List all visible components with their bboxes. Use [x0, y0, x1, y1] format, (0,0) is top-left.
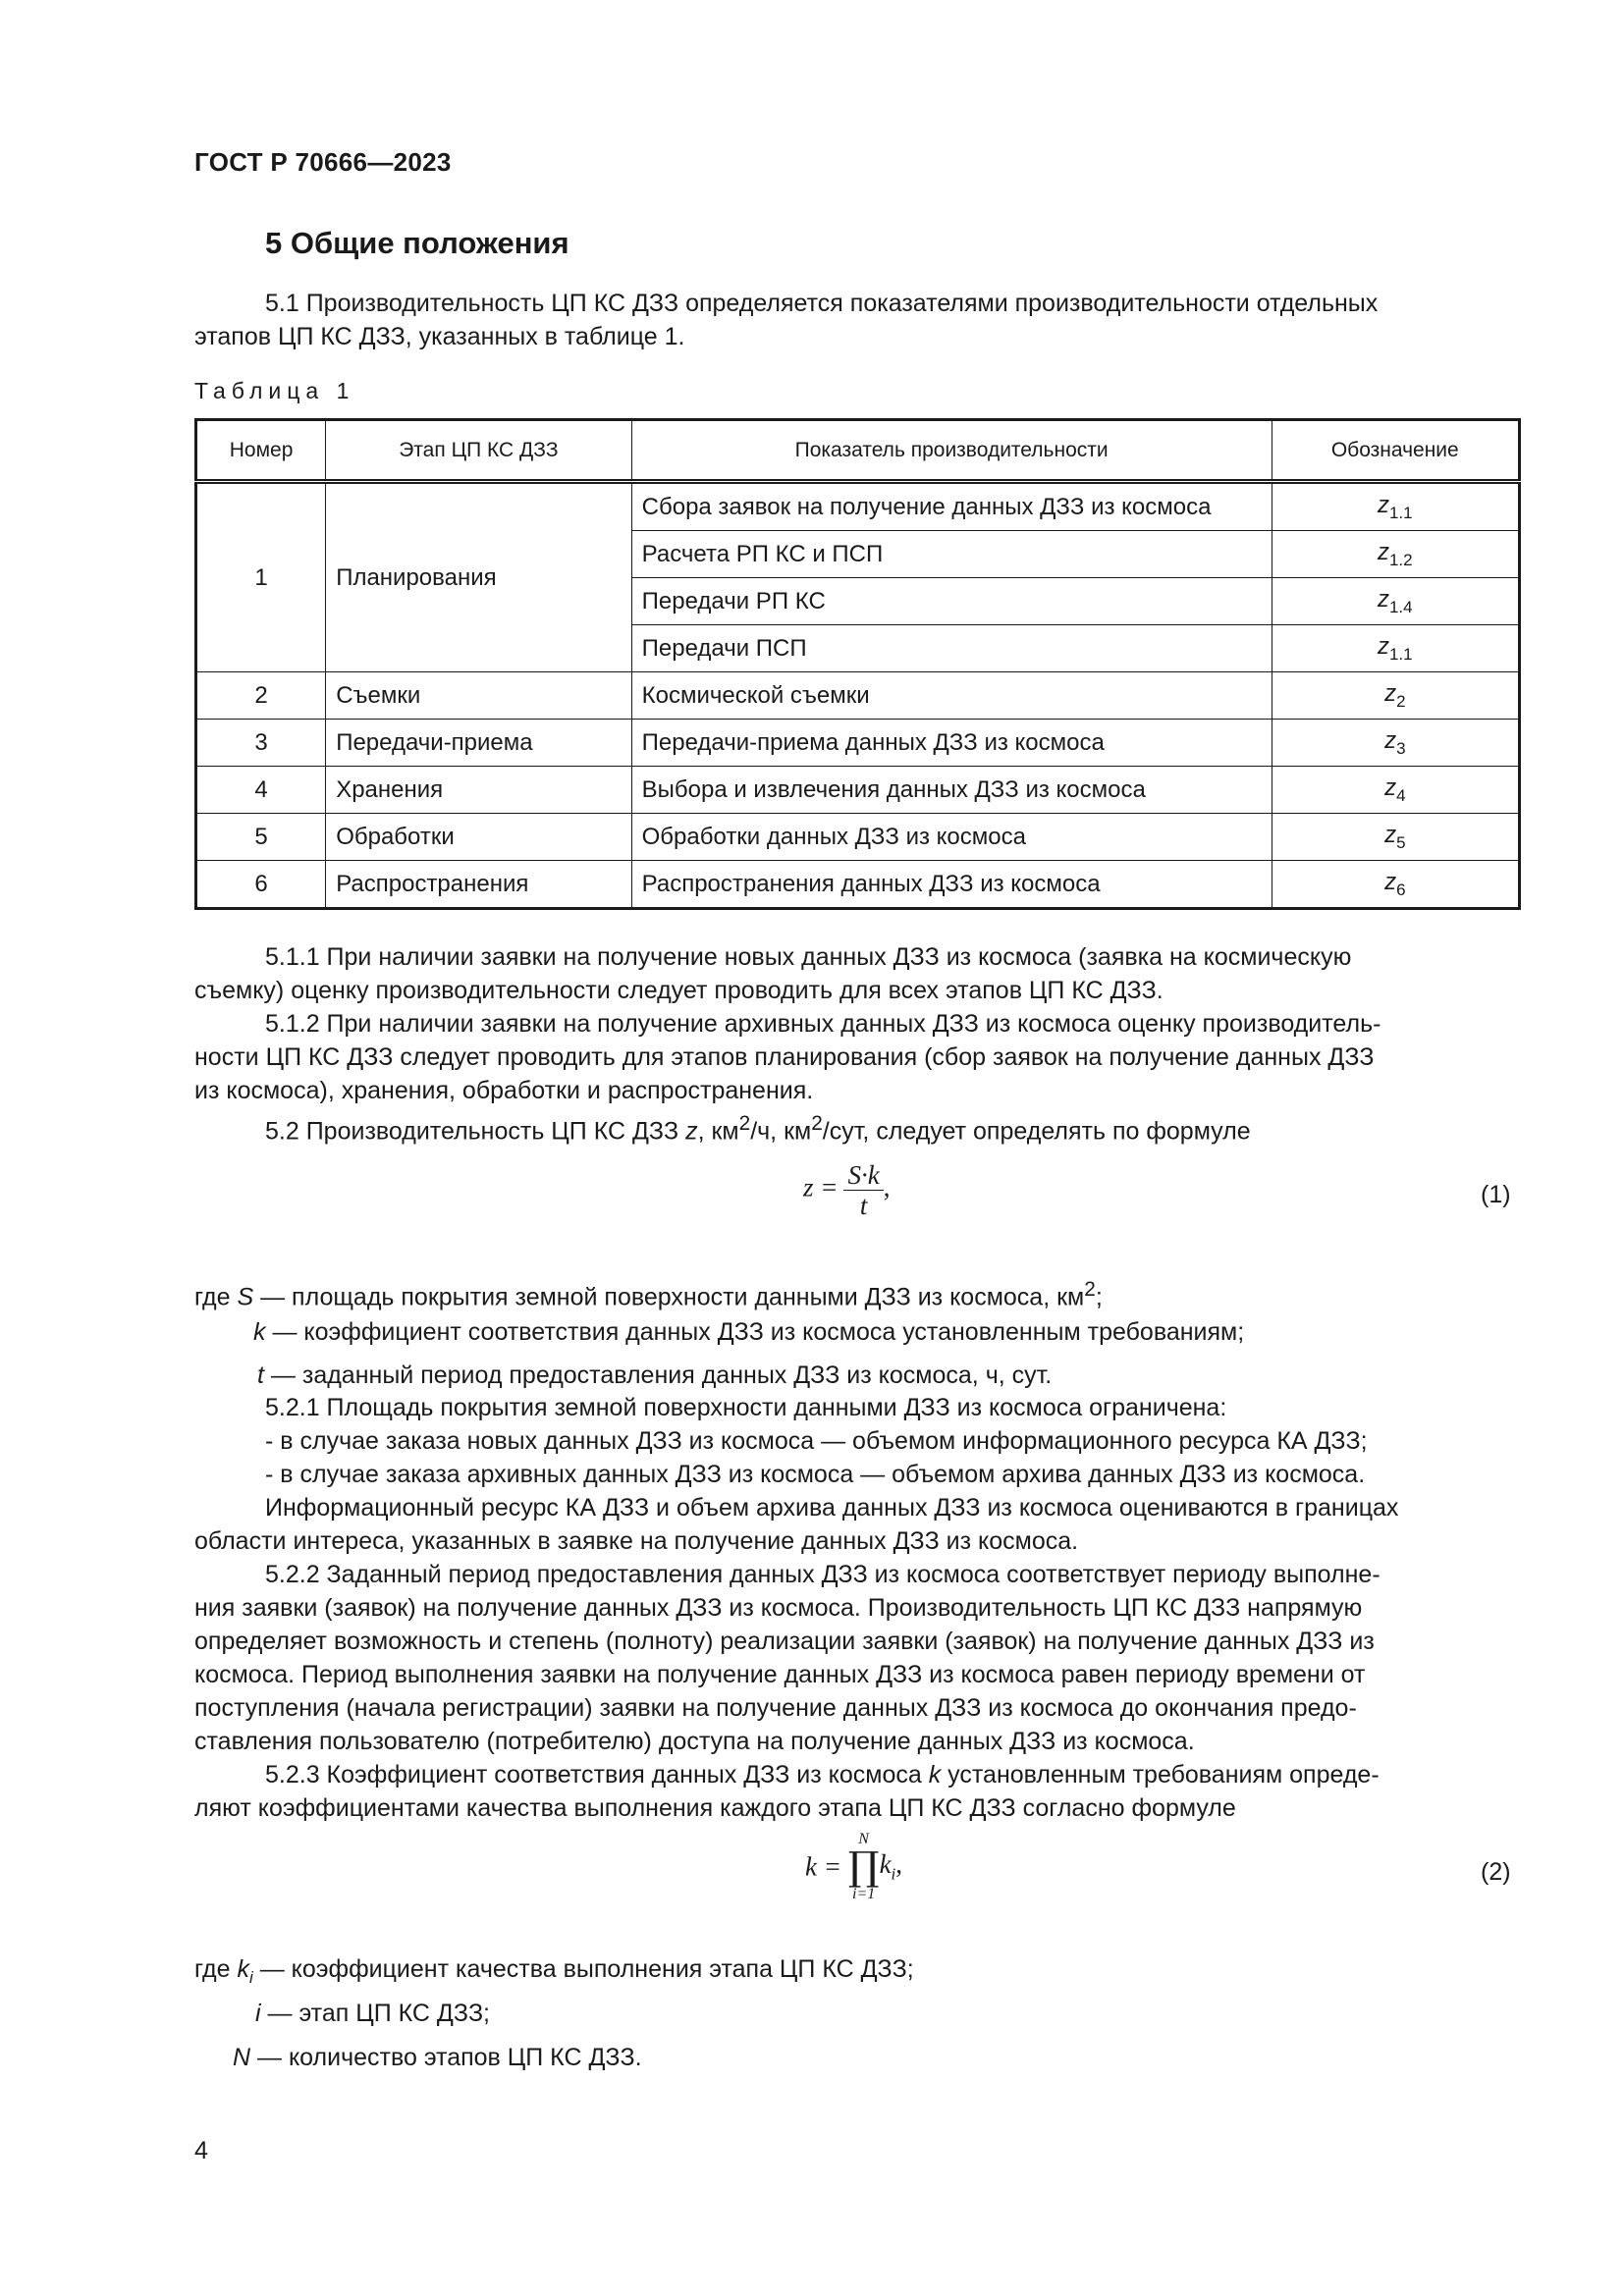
formula-2-number: (2)	[1481, 1858, 1511, 1886]
table-row	[196, 814, 1520, 861]
table-cell-designation: $z_3$	[1272, 720, 1519, 767]
paragraph-5-2-2-line-5: поступления (начала регистрации) заявки на получение данных ДЗЗ из космоса до окончания предо-	[194, 1694, 1357, 1722]
paragraph-5-2-1-line-3: - в случае заказа архивных данных ДЗЗ из космоса — объемом архива данных ДЗЗ из космоса.	[265, 1461, 1366, 1488]
table-cell-number: 5	[196, 814, 326, 861]
paragraph-5-1-1-line-2: съемку) оценку производительности следует проводить для всех этапов ЦП КС ДЗЗ.	[194, 977, 1164, 1004]
table-cell-number: 3	[196, 720, 326, 767]
where-2-line-i: i — этап ЦП КС ДЗЗ;	[255, 2000, 490, 2027]
table-cell-indicator: Распространения данных ДЗЗ из космоса	[631, 861, 1272, 909]
paragraph-5-2-2-line-6: ставления пользователю (потребителю) доступа на получение данных ДЗЗ из космоса.	[194, 1728, 1195, 1755]
paragraph-5-1-2-line-3: из космоса), хранения, обработки и распространения.	[194, 1077, 814, 1104]
table-cell-indicator: Передачи РП КС	[631, 578, 1272, 625]
where-1-line-k: k — коэффициент соответствия данных ДЗЗ из космоса установленным требованиям;	[253, 1318, 1245, 1346]
where-2-line-n: N — количество этапов ЦП КС ДЗЗ.	[233, 2044, 642, 2071]
table-cell-indicator: Передачи-приема данных ДЗЗ из космоса	[631, 720, 1272, 767]
paragraph-5-2-3-line-2: ляют коэффициентами качества выполнения каждого этапа ЦП КС ДЗЗ согласно формуле	[194, 1794, 1236, 1822]
formula-2: k = N ∏ i=1 $k_i$,	[805, 1831, 903, 1902]
formula-1: z = $\frac{S\cdot k}{t}$ ,	[803, 1160, 891, 1220]
document-header: ГОСТ Р 70666—2023	[194, 147, 452, 177]
paragraph-5-2-1-line-2: - в случае заказа новых данных ДЗЗ из космоса — объемом информационного ресурса КА ДЗЗ;	[265, 1427, 1368, 1455]
page-number: 4	[194, 2137, 208, 2164]
table-cell-designation: $z_2$	[1272, 672, 1519, 720]
paragraph-5-1-2-line-2: ности ЦП КС ДЗЗ следует проводить для этапов планирования (сбор заявок на получение данных ДЗЗ	[194, 1043, 1375, 1071]
paragraph-5-2-1-line-1: 5.2.1 Площадь покрытия земной поверхности данными ДЗЗ из космоса ограничена:	[265, 1394, 1227, 1421]
table-header-stage: Этап ЦП КС ДЗЗ	[326, 420, 631, 482]
performance-table	[194, 418, 1521, 910]
table-cell-indicator: Расчета РП КС и ПСП	[631, 531, 1272, 578]
paragraph-5-1-1-line-1: 5.1.1 При наличии заявки на получение новых данных ДЗЗ из космоса (заявка на космическую	[265, 943, 1352, 971]
table-cell-indicator: Сбора заявок на получение данных ДЗЗ из космоса	[631, 482, 1272, 531]
table-cell-designation: $z_{1.4}$	[1272, 578, 1519, 625]
table-cell-stage: Планирования	[326, 482, 631, 672]
table-cell-designation: $z_{1.2}$	[1272, 531, 1519, 578]
table-cell-designation: $z_4$	[1272, 767, 1519, 814]
paragraph-5-2-2-line-4: космоса. Период выполнения заявки на получение данных ДЗЗ из космоса равен периоду времени от	[194, 1661, 1366, 1688]
table-cell-stage: Съемки	[326, 672, 631, 720]
paragraph-5-2-2-line-2: ния заявки (заявок) на получение данных ДЗЗ из космоса. Производительность ЦП КС ДЗЗ напрямую	[194, 1594, 1363, 1622]
table-cell-number: 1	[196, 482, 326, 672]
table-cell-indicator: Передачи ПСП	[631, 625, 1272, 672]
paragraph-5-1-line-1: 5.1 Производительность ЦП КС ДЗЗ определяется показателями производительности отдельных	[265, 290, 1379, 317]
table-row	[196, 482, 1520, 531]
table-caption: Таблица 1	[194, 378, 355, 403]
table-cell-number: 4	[196, 767, 326, 814]
table-row	[196, 767, 1520, 814]
table-cell-designation: $z_{1.1}$	[1272, 482, 1519, 531]
table-cell-stage: Передачи-приема	[326, 720, 631, 767]
table-header-number: Номер	[196, 420, 326, 482]
table-cell-designation: $z_{1.1}$	[1272, 625, 1519, 672]
table-cell-indicator: Обработки данных ДЗЗ из космоса	[631, 814, 1272, 861]
table-cell-number: 6	[196, 861, 326, 909]
table-row	[196, 672, 1520, 720]
table-header-designation: Обозначение	[1272, 420, 1519, 482]
paragraph-5-2-2-line-3: определяет возможность и степень (полноту) реализации заявки (заявок) на получение данных ДЗЗ из	[194, 1628, 1375, 1655]
paragraph-5-2: 5.2 Производительность ЦП КС ДЗЗ z, $км^2/ч$, $км^2$/сут, следует определять по формуле	[265, 1112, 1251, 1146]
table-row	[196, 861, 1520, 909]
paragraph-5-2-1-line-4: Информационный ресурс КА ДЗЗ и объем архива данных ДЗЗ из космоса оцениваются в границах	[265, 1494, 1399, 1522]
table-cell-indicator: Выбора и извлечения данных ДЗЗ из космоса	[631, 767, 1272, 814]
table-cell-stage: Хранения	[326, 767, 631, 814]
paragraph-5-1-2-line-1: 5.1.2 При наличии заявки на получение архивных данных ДЗЗ из космоса оценку производитель-	[265, 1010, 1381, 1038]
table-cell-designation: $z_5$	[1272, 814, 1519, 861]
paragraph-5-2-1-line-5: области интереса, указанных в заявке на получение данных ДЗЗ из космоса.	[194, 1527, 1079, 1555]
section-title: 5 Общие положения	[265, 226, 569, 260]
where-1-line-s: где S — площадь покрытия земной поверхности данными ДЗЗ из космоса, $км^2$;	[194, 1278, 1103, 1311]
formula-1-number: (1)	[1481, 1181, 1511, 1208]
table-row	[196, 720, 1520, 767]
table-cell-stage: Обработки	[326, 814, 631, 861]
where-2-line-ki: где $k_i$ — коэффициент качества выполнения этапа ЦП КС ДЗЗ;	[194, 1955, 914, 1987]
table-cell-designation: $z_6$	[1272, 861, 1519, 909]
paragraph-5-2-2-line-1: 5.2.2 Заданный период предоставления данных ДЗЗ из космоса соответствует периоду выполне-	[265, 1561, 1380, 1588]
table-cell-number: 2	[196, 672, 326, 720]
where-1-line-t: t — заданный период предоставления данных ДЗЗ из космоса, ч, сут.	[257, 1362, 1053, 1389]
table-header-indicator: Показатель производительности	[631, 420, 1272, 482]
table-cell-stage: Распространения	[326, 861, 631, 909]
table-cell-indicator: Космической съемки	[631, 672, 1272, 720]
table-header-row	[196, 420, 1520, 482]
paragraph-5-1-line-2: этапов ЦП КС ДЗЗ, указанных в таблице 1.	[194, 323, 685, 350]
paragraph-5-2-3-line-1: 5.2.3 Коэффициент соответствия данных ДЗЗ из космоса k установленным требованиям опреде-	[265, 1761, 1380, 1789]
